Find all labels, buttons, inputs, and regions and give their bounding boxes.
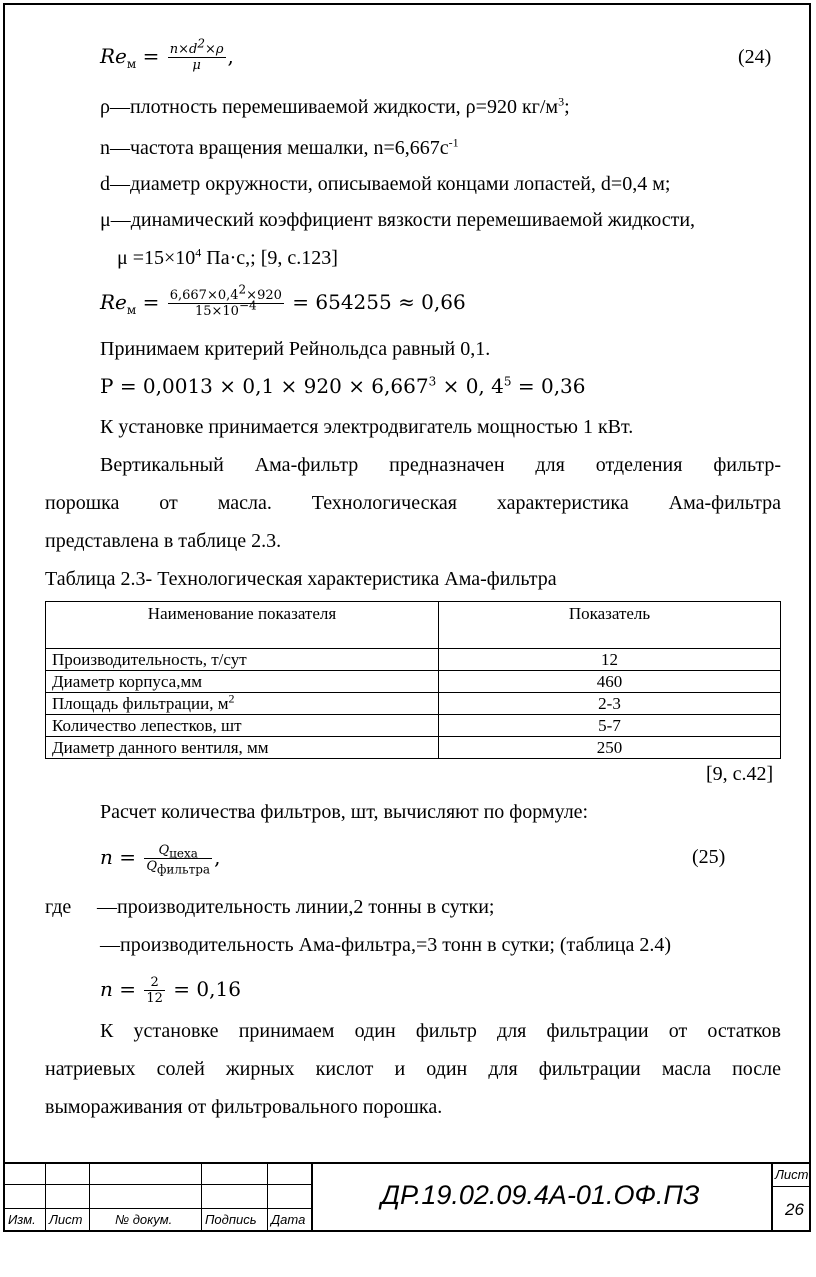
para2-line2: натриевых солей жирных кислот и один для фильтрации масла после: [45, 1058, 781, 1080]
power-formula-tail: = 0,36: [511, 374, 586, 398]
table-row: [46, 737, 781, 759]
calc-text: Расчет количества фильтров, шт, вычисляют по формуле:: [100, 801, 589, 823]
def-d-text: d—диаметр окружности, описываемой концами лопастей, d=0,4 м;: [100, 173, 671, 195]
table-cell-value: 5-7: [439, 715, 781, 737]
mu-value-sup: 4: [195, 245, 202, 260]
table-header-value: Показатель: [439, 602, 781, 649]
table-row: [46, 715, 781, 737]
table-cell-name: Диаметр данного вентиля, мм: [46, 737, 439, 759]
re-calc-num-sup: 2: [238, 282, 247, 297]
para2-line1: К установке принимаем один фильтр для фильтрации от остатков: [100, 1020, 781, 1042]
n-calc-den: 12: [146, 991, 163, 1006]
table-cell-name: [46, 690, 439, 715]
where-line-1: —производительность линии,2 тонны в сутки;: [97, 896, 495, 918]
stamp-label-doc-number: № докум.: [115, 1212, 173, 1227]
table-caption: Таблица 2.3- Технологическая характеристика Ама-фильтра: [45, 568, 557, 590]
def-rho: [100, 95, 570, 119]
stamp-label-signature: Подпись: [205, 1212, 257, 1227]
re-calc-lhs: Re: [100, 290, 127, 314]
def-n-text: n—частота вращения мешалки, n=6,667с: [100, 137, 449, 159]
table-cell-value: 12: [439, 649, 781, 671]
n-calc-tail: = 0,16: [173, 977, 241, 1001]
formula-24-tail: ,: [227, 44, 234, 68]
formula-25-tail: ,: [214, 845, 221, 869]
formula-25-number: (25): [692, 846, 726, 868]
power-formula: [100, 374, 586, 398]
formula-24-lhs: Re: [100, 44, 127, 68]
para2-line3: вымораживания от фильтровального порошка.: [45, 1096, 443, 1118]
def-n: [100, 136, 459, 160]
power-formula-sup2: 5: [503, 374, 512, 389]
formula-24-num-sup: 2: [197, 36, 205, 51]
def-n-sup: -1: [448, 135, 459, 150]
table-header-name: Наименование показателя: [46, 602, 439, 649]
mu-value-tail: Па·с,; [9, с.123]: [201, 247, 338, 269]
power-formula-sup1: 3: [428, 374, 437, 389]
re-calc-fraction: [168, 282, 284, 319]
def-rho-text: ρ—плотность перемешиваемой жидкости, ρ=920 кг/м: [100, 96, 559, 118]
def-mu-text: μ—динамический коэффициент вязкости перемешиваемой жидкости,: [100, 209, 696, 231]
stamp-label-date: Дата: [271, 1212, 306, 1227]
def-d: [100, 172, 670, 196]
where-line-2: —производительность Ама-фильтра,=3 тонн в сутки; (таблица 2.4): [100, 934, 671, 956]
para1-line2: порошка от масла. Технологическая характеристика Ама-фильтра: [45, 492, 781, 514]
power-formula-mid: × 0, 4: [436, 374, 504, 398]
re-calc-num-tail: ×920: [246, 288, 282, 303]
table-cell-name: Диаметр корпуса,мм: [46, 671, 439, 693]
re-calc-sub: м: [126, 303, 137, 317]
table-cell-value: 460: [439, 671, 781, 693]
re-calc-den: 15×10: [194, 304, 239, 319]
formula-24-sub: м: [126, 57, 137, 71]
formula-25-num: Q: [158, 843, 170, 858]
table-cell-value: 250: [439, 737, 781, 759]
re-calc-tail: = 654255 ≈ 0,66: [292, 290, 466, 314]
formula-24-number: (24): [738, 46, 772, 68]
formula-25-fraction: [144, 843, 212, 877]
n-calc-lhs: n =: [100, 977, 136, 1001]
mu-value-text: μ =15×10: [117, 247, 196, 269]
formula-24-num: n×d: [169, 42, 198, 57]
n-calc-fraction: [144, 975, 165, 1006]
formula-25: [100, 843, 221, 877]
page-number: 26: [785, 1200, 804, 1219]
table-cell-value: 2-3: [439, 693, 781, 715]
power-formula-text: P = 0,0013 × 0,1 × 920 × 6,667: [100, 374, 429, 398]
formula-24: $Re_м$ = $\frac{n\times d^2\times\rho}{\mu}$ ,: [100, 36, 234, 73]
table-reference: [9, с.42]: [706, 763, 774, 785]
formula-n-calc: [100, 975, 241, 1006]
re-calc-den-sup: −4: [238, 298, 257, 313]
table-row: [46, 649, 781, 671]
formula-25-num-sub: цеха: [169, 846, 198, 861]
formula-24-fraction: [168, 36, 226, 73]
def-rho-sup: 3: [558, 94, 565, 109]
stamp-label-change: Изм.: [8, 1212, 36, 1227]
table-cell-name: Количество лепестков, шт: [46, 715, 439, 737]
stamp-sheet-label: Лист: [775, 1167, 809, 1182]
n-calc-num: 2: [144, 975, 165, 991]
table-row: [46, 671, 781, 693]
formula-re-calc: $Re_м$ = $\frac{6,667\times 0,4^2\times 920}{15\times 10^{-4}}$ = 654255 ≈ 0,66: [100, 282, 466, 319]
formula-24-den: μ: [192, 58, 201, 73]
para1-line1: Вертикальный Ама-фильтр предназначен для отделения фильтр-: [100, 454, 781, 476]
title-block: [3, 1162, 811, 1232]
re-text: Принимаем критерий Рейнольдса равный 0,1.: [100, 338, 491, 360]
formula-25-den: Q: [146, 859, 158, 874]
table-header-row: [46, 602, 781, 649]
document-code: ДР.19.02.09.4А-01.ОФ.ПЗ: [381, 1180, 700, 1210]
stamp-label-sheet: Лист: [49, 1212, 83, 1227]
def-rho-tail: ;: [564, 96, 570, 118]
table-cell-name: Производительность, т/сут: [46, 649, 439, 671]
where-label: где: [45, 896, 72, 918]
formula-24-num-tail: ×ρ: [204, 42, 224, 57]
para1-line3: представлена в таблице 2.3.: [45, 530, 282, 552]
table-cell-name-sup: 2: [228, 690, 235, 705]
table-row: [46, 693, 781, 715]
def-mu: [100, 208, 695, 232]
motor-text: К установке принимается электродвигатель мощностью 1 кВт.: [100, 416, 634, 438]
table-cell-name-text: Площадь фильтрации, м: [52, 693, 229, 713]
formula-25-lhs: n =: [100, 845, 136, 869]
spec-table: [45, 601, 781, 759]
formula-25-den-sub: фильтра: [157, 862, 211, 877]
mu-value: [117, 246, 338, 270]
re-calc-num: 6,667×0,4: [169, 288, 239, 303]
